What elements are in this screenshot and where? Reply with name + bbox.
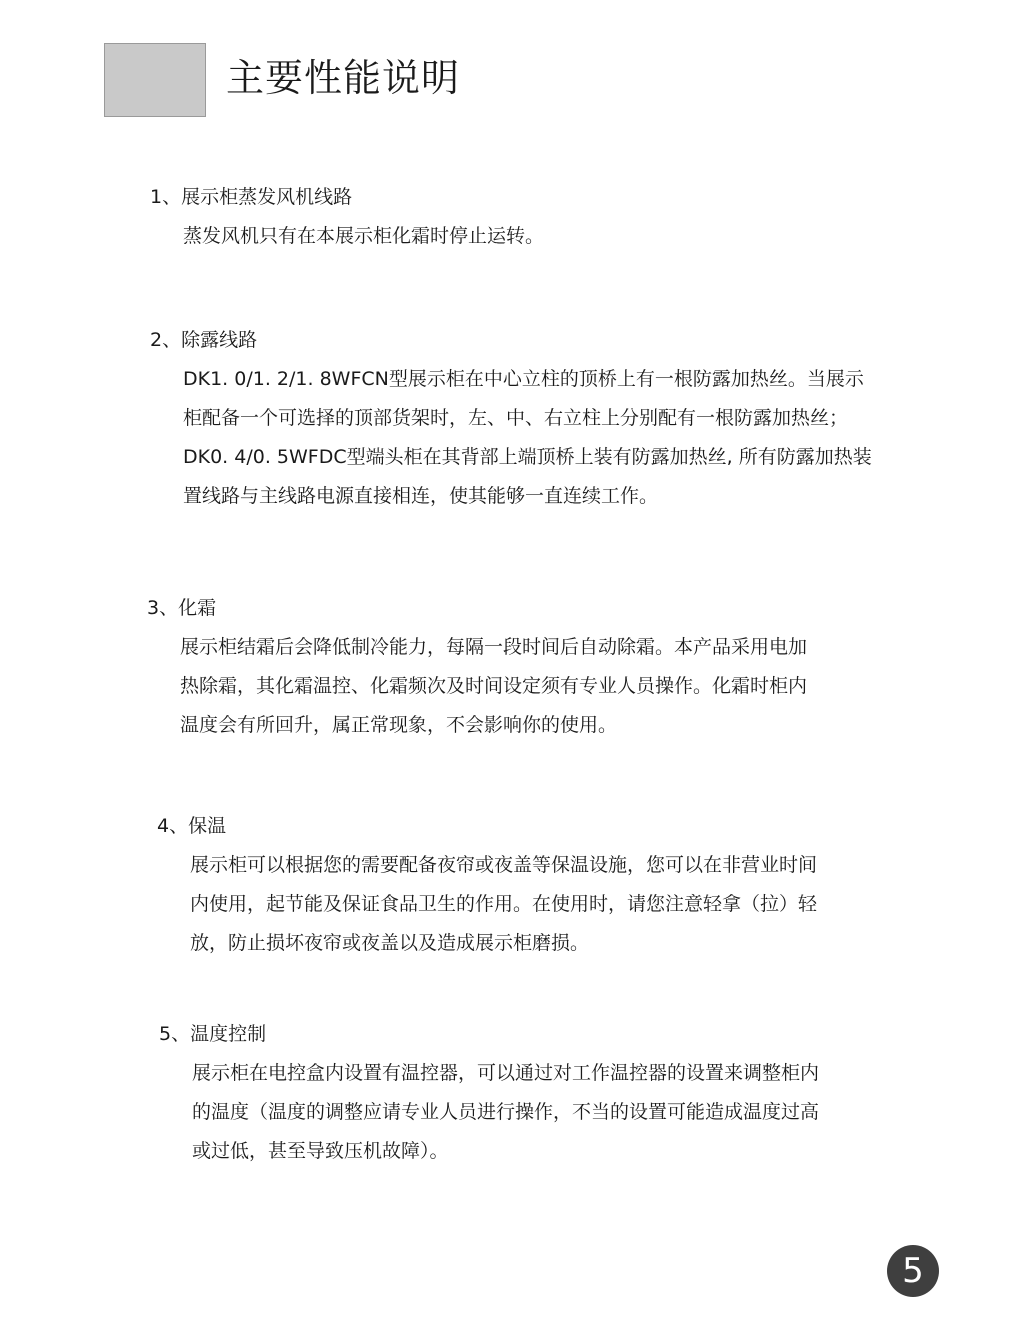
page-number-badge: 5: [887, 1245, 939, 1297]
section-body: [190, 846, 817, 963]
section-5: [159, 1022, 819, 1171]
section-heading: 3、化霜: [147, 597, 217, 619]
page-title: 主要性能说明: [226, 56, 461, 100]
body-line: 温度会有所回升，属正常现象，不会影响你的使用。: [180, 714, 618, 736]
section-body: [180, 628, 807, 745]
section-heading: 2、除露线路: [150, 329, 258, 351]
title-decoration-box: [104, 43, 206, 117]
section-body: [192, 1054, 819, 1171]
body-line: 展示柜在电控盒内设置有温控器，可以通过对工作温控器的设置来调整柜内: [192, 1062, 820, 1084]
section-heading: 5、温度控制: [159, 1023, 267, 1045]
section-4: [157, 814, 817, 963]
body-line: 的温度（温度的调整应请专业人员进行操作，不当的设置可能造成温度过高: [192, 1101, 820, 1123]
body-line: DK0. 4/0. 5WFDC型端头柜在其背部上端顶桥上装有防露加热丝, 所有防露加热装: [183, 446, 872, 468]
body-line: 放，防止损坏夜帘或夜盖以及造成展示柜磨损。: [190, 932, 590, 954]
body-line: 内使用，起节能及保证食品卫生的作用。在使用时，请您注意轻拿（拉）轻: [190, 893, 818, 915]
body-line: 柜配备一个可选择的顶部货架时，左、中、右立柱上分别配有一根防露加热丝；: [183, 407, 849, 429]
body-line: DK1. 0/1. 2/1. 8WFCN型展示柜在中心立柱的顶桥上有一根防露加热丝。当展示: [183, 368, 864, 390]
section-body: [183, 217, 544, 256]
section-heading: 4、保温: [157, 815, 227, 837]
body-line: 展示柜可以根据您的需要配备夜帘或夜盖等保温设施，您可以在非营业时间: [190, 854, 818, 876]
section-1: [150, 185, 544, 256]
body-line: 置线路与主线路电源直接相连，使其能够一直连续工作。: [183, 485, 659, 507]
body-line: 蒸发风机只有在本展示柜化霜时停止运转。: [183, 225, 545, 247]
section-body: [183, 360, 872, 516]
body-line: 热除霜，其化霜温控、化霜频次及时间设定须有专业人员操作。化霜时柜内: [180, 675, 808, 697]
section-heading: 1、展示柜蒸发风机线路: [150, 186, 353, 208]
body-line: 或过低，甚至导致压机故障）。: [192, 1140, 449, 1162]
section-3: [147, 596, 807, 745]
section-2: [150, 328, 872, 516]
body-line: 展示柜结霜后会降低制冷能力，每隔一段时间后自动除霜。本产品采用电加: [180, 636, 808, 658]
